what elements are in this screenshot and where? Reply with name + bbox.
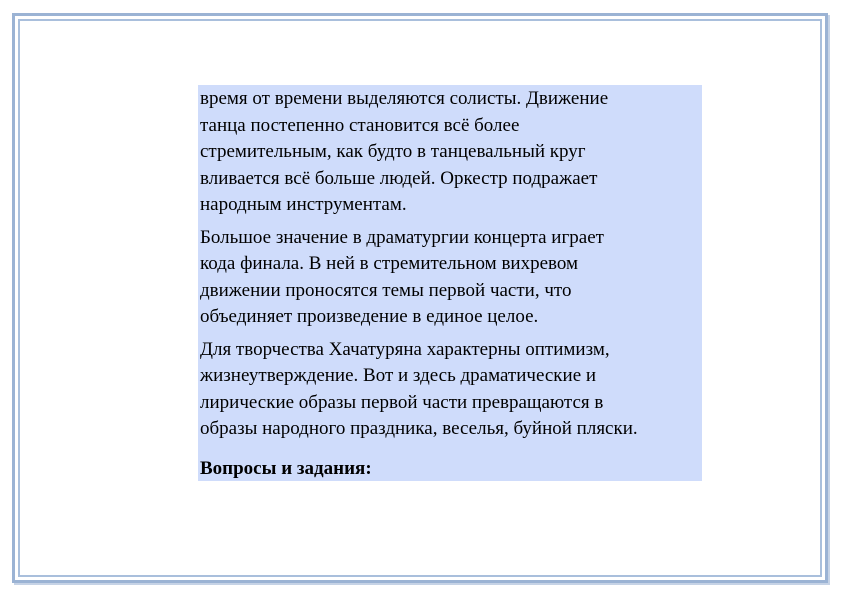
paragraph-khachaturian: Для творчества Хачатуряна характерны оптимизм, жизнеутверждение. Вот и здесь драматические и лирические образы первой части превращаются в образы народного праздника, веселья, буйной пляски. (200, 338, 638, 439)
paragraph-coda: Большое значение в драматургии концерта играет кода финала. В ней в стремительном вихревом движении проносятся темы первой части, что объединяет произведение в единое целое. (200, 226, 604, 327)
paragraph-dance: время от времени выделяются солисты. Движение танца постепенно становится всё более стремительным, как будто в танцевальный круг вливается всё больше людей. Оркестр подражает народным инструментам. (200, 88, 609, 215)
text-box (198, 85, 702, 481)
questions-heading: Вопросы и задания: (200, 457, 372, 479)
